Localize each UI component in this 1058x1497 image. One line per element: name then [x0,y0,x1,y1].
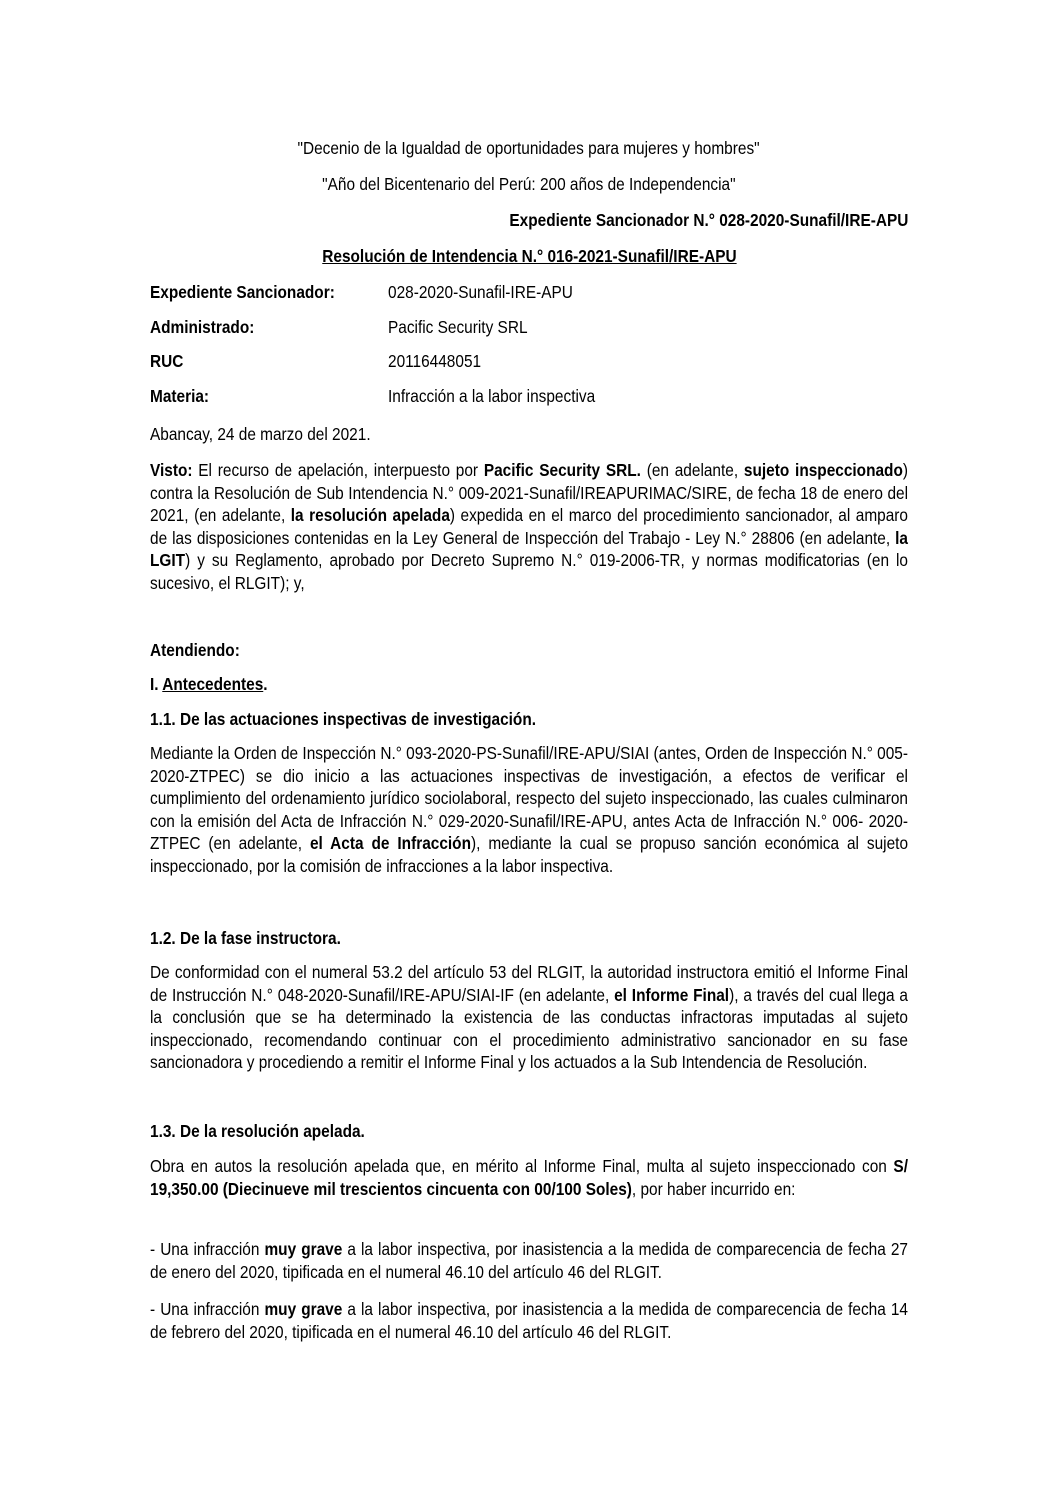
fase-instructora-paragraph: De conformidad con el numeral 53.2 del artículo 53 del RLGIT, la autoridad instructora emitió el Informe Final de Instrucción N.° 048-2020-Sunafil/IRE-APU/SIAI-IF (en adelante, el Informe Final), a través del cual llega a la conclusión que se ha determinado la existencia de las conductas infractoras imputadas al sujeto inspeccionado, recomendando continuar con el procedimiento administrativo sancionador en su fase sancionadora y procediendo a remitir el Informe Final y los actuados a la Sub Intendencia de Resolución. [150,962,908,1072]
detail-value: 20116448051 [388,351,482,371]
visto-paragraph: Visto: El recurso de apelación, interpuesto por Pacific Security SRL. (en adelante, sujeto inspeccionado) contra la Resolución de Sub Intendencia N.° 009-2021-Sunafil/IREAPURIMAC/SIRE, de fecha 18 de enero del 2021, (en adelante, la resolución apelada) expedida en el marco del procedimiento sancionador, al amparo de las disposiciones contenidas en la Ley General de Inspección del Trabajo - Ley N.° 28806 (en adelante, la LGIT) y su Reglamento, aprobado por Decreto Supremo N.° 019-2006-TR, y normas modificatorias (en lo sucesivo, el RLGIT); y, [150,460,908,593]
section-antecedentes-heading: I. Antecedentes. [150,674,268,694]
subsection-heading: 1.3. De la resolución apelada. [150,1121,365,1141]
anio-heading: "Año del Bicentenario del Perú: 200 años de Independencia" [322,174,736,194]
subsection-heading: 1.1. De las actuaciones inspectivas de investigación. [150,709,537,729]
list-item: - Una infracción muy grave a la labor inspectiva, por inasistencia a la medida de comparecencia de fecha 14 de febrero del 2020, tipificada en el numeral 46.10 del artículo 46 del RLGIT. [150,1299,908,1342]
detail-value: Pacific Security SRL [388,317,528,337]
detail-label: Expediente Sancionador: [150,282,335,302]
actuaciones-paragraph: Mediante la Orden de Inspección N.° 093-2020-PS-Sunafil/IRE-APU/SIAI (antes, Orden de Inspección N.° 005-2020-ZTPEC) se dio inicio a las actuaciones inspectivas de investigación, a efectos de verificar el cumplimiento del ordenamiento jurídico sociolaboral, respecto del sujeto inspeccionado, las cuales culminaron con la emisión del Acta de Infracción N.° 029-2020-Sunafil/IRE-APU, antes Acta de Infracción N.° 006- 2020-ZTPEC (en adelante, el Acta de Infracción), mediante la cual se propuso sanción económica al sujeto inspeccionado, por la comisión de infracciones a la labor inspectiva. [150,743,909,876]
detail-label: Administrado: [150,317,255,337]
list-item: - Una infracción muy grave a la labor inspectiva, por inasistencia a la medida de comparecencia de fecha 27 de enero del 2020, tipificada en el numeral 46.10 del artículo 46 del RLGIT. [150,1239,908,1282]
detail-label: Materia: [150,386,210,406]
resolucion-apelada-paragraph: Obra en autos la resolución apelada que, en mérito al Informe Final, multa al sujeto inspeccionado con S/ 19,350.00 (Diecinueve mil trescientos cincuenta con 00/100 Soles), por haber incurrido en: [150,1156,908,1199]
resolution-title: Resolución de Intendencia N.° 016-2021-Sunafil/IRE-APU [321,246,737,266]
expediente-reference: Expediente Sancionador N.° 028-2020-Sunafil/IRE-APU [509,210,908,230]
decenio-heading: "Decenio de la Igualdad de oportunidades para mujeres y hombres" [297,138,761,158]
detail-value: Infracción a la labor inspectiva [388,386,596,406]
subsection-heading: 1.2. De la fase instructora. [150,928,341,948]
place-date: Abancay, 24 de marzo del 2021. [150,424,371,444]
atendiendo-heading: Atendiendo: [150,640,240,660]
detail-value: 028-2020-Sunafil-IRE-APU [388,282,573,302]
detail-label: RUC [150,351,184,371]
